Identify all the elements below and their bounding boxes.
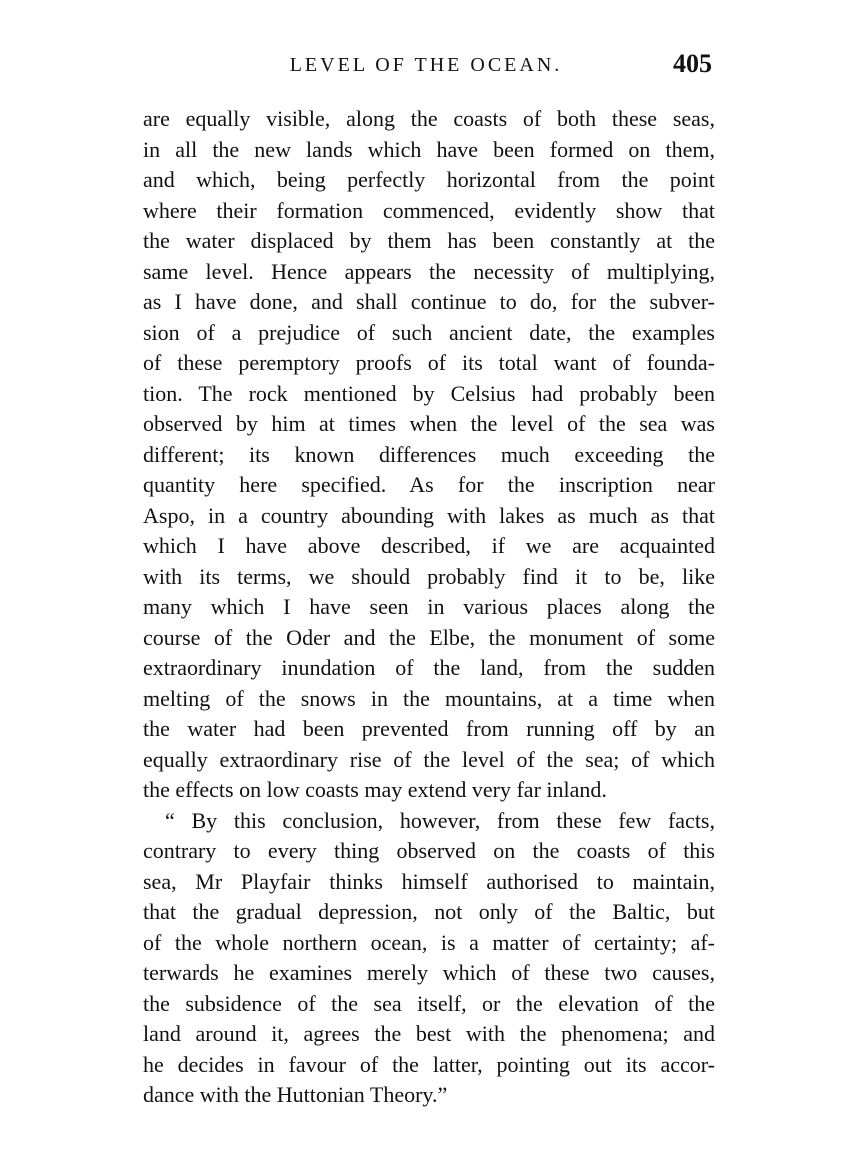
text-line: terwards he examines merely which of these two causes,	[143, 960, 715, 985]
text-line: quantity here specified. As for the inscription near	[143, 472, 715, 497]
text-line: where their formation commenced, evidently show that	[143, 197, 715, 223]
text-line: sion of a prejudice of such ancient date, the examples	[143, 319, 715, 345]
text-line: that the gradual depression, not only of the Baltic, but	[143, 899, 715, 924]
text-line: in all the new lands which have been formed on them,	[143, 136, 715, 162]
body-text	[143, 104, 715, 1111]
text-line: as I have done, and shall continue to do, for the subver-	[143, 289, 715, 314]
text-line: the effects on low coasts may extend very far inland.	[143, 777, 607, 802]
text-line: contrary to every thing observed on the coasts of this	[143, 838, 715, 863]
text-line: sea, Mr Playfair thinks himself authorised to maintain,	[143, 868, 715, 894]
text-line: with its terms, we should probably find it to be, like	[143, 563, 715, 589]
text-line: extraordinary inundation of the land, from the sudden	[143, 655, 715, 680]
text-line: “ By this conclusion, however, from these few facts,	[165, 807, 715, 833]
text-line: course of the Oder and the Elbe, the monument of some	[143, 624, 715, 650]
text-line: melting of the snows in the mountains, at a time when	[143, 685, 715, 711]
text-line: of these peremptory proofs of its total want of founda-	[143, 350, 715, 375]
text-line: the water had been prevented from running off by an	[143, 716, 715, 741]
text-line: dance with the Huttonian Theory.”	[143, 1082, 448, 1107]
running-head	[140, 50, 712, 80]
text-line: which I have above described, if we are acquainted	[143, 533, 715, 558]
text-line: many which I have seen in various places along the	[143, 594, 715, 619]
running-title: LEVEL OF THE OCEAN.	[289, 54, 563, 76]
text-line: observed by him at times when the level of the sea was	[143, 411, 715, 436]
text-line: land around it, agrees the best with the phenomena; and	[143, 1021, 715, 1046]
text-line: the water displaced by them has been constantly at the	[143, 228, 715, 253]
text-line: Aspo, in a country abounding with lakes as much as that	[143, 502, 715, 528]
text-line: same level. Hence appears the necessity of multiplying,	[143, 258, 715, 284]
text-line: equally extraordinary rise of the level of the sea; of which	[143, 746, 715, 772]
text-line: the subsidence of the sea itself, or the elevation of the	[143, 990, 715, 1016]
text-line: and which, being perfectly horizontal from the point	[143, 167, 715, 192]
text-line: different; its known differences much exceeding the	[143, 441, 715, 467]
text-line: of the whole northern ocean, is a matter of certainty; af-	[143, 929, 715, 955]
page-number: 405	[673, 49, 712, 78]
text-line: tion. The rock mentioned by Celsius had probably been	[143, 380, 715, 406]
text-line: are equally visible, along the coasts of both these seas,	[143, 106, 715, 131]
text-line: he decides in favour of the latter, pointing out its accor-	[143, 1051, 715, 1077]
